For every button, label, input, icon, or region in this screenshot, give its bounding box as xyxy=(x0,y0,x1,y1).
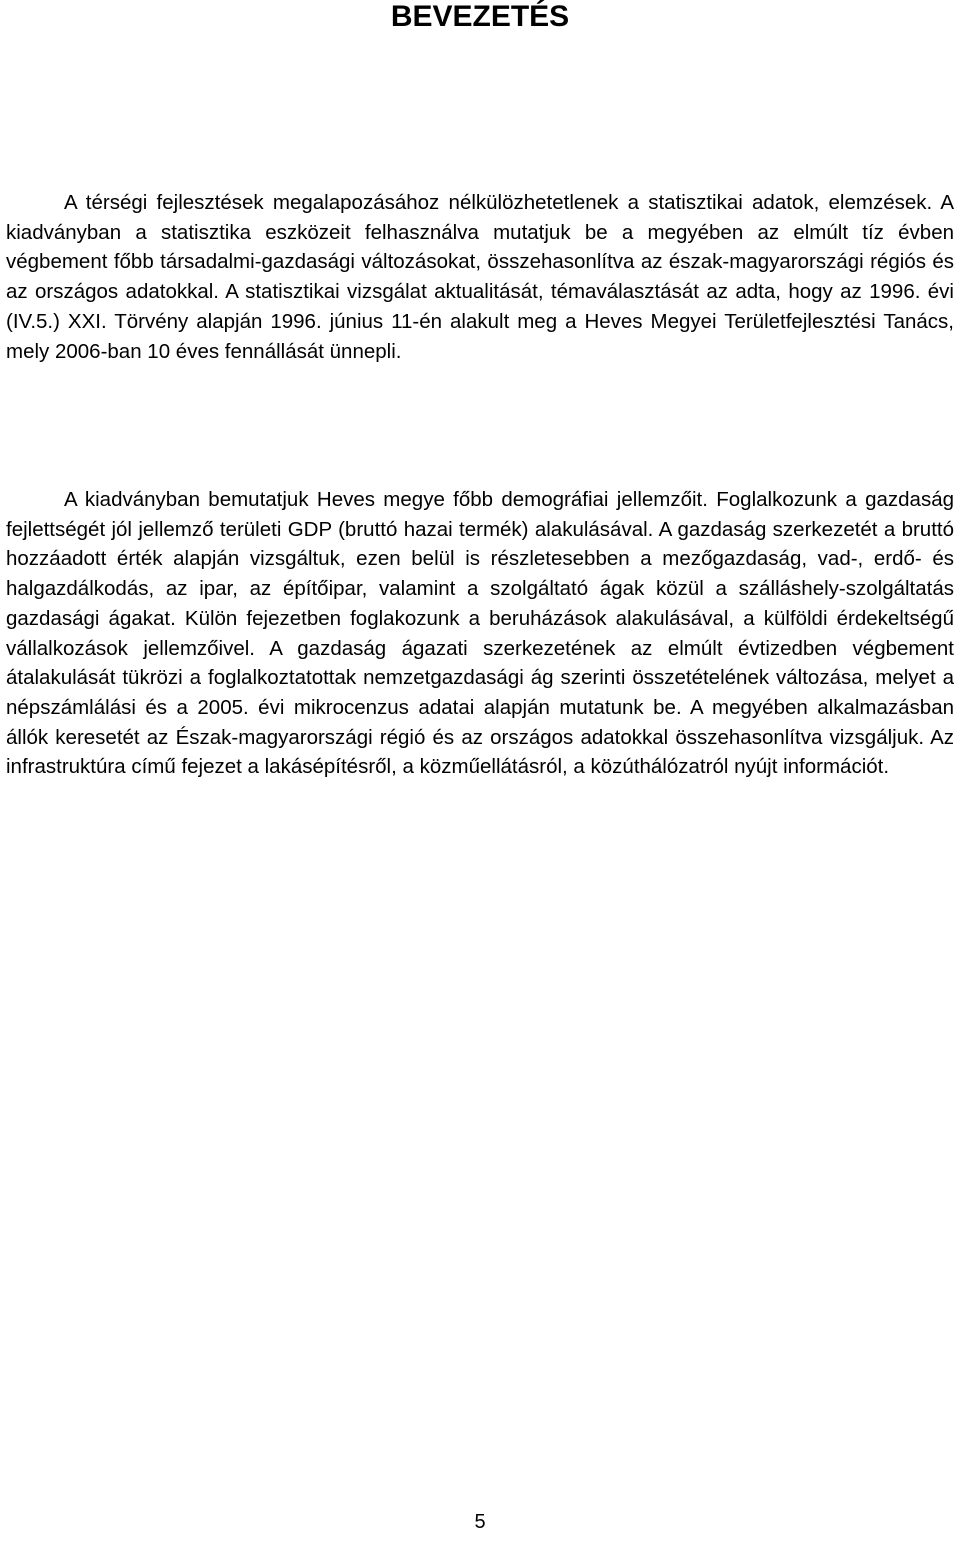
page-number: 5 xyxy=(474,1511,486,1533)
paragraph-contents: A kiadványban bemutatjuk Heves megye főbb demográfiai jellemzőit. Foglalkozunk a gazdaság fejlettségét jól jellemző területi GDP (bruttó hazai termék) alakulásával. A gazdaság szerkezetét a bruttó hozzáadott érték alapján vizsgáltuk, ezen belül is részletesebben a mezőgazdaság, vad-, erdő- és halgazdálkodás, az ipar, az építőipar, valamint a szolgáltató ágak közül a szálláshely-szolgáltatás gazdasági ágakat. Külön fejezetben foglakozunk a beruházások alakulásával, a külföldi érdekeltségű vállalkozások jellemzőivel. A gazdaság ágazati szerkezetének az elmúlt évtizedben végbement átalakulását tükrözi a foglalkoztatottak nemzetgazdasági ág szerinti összetételének változása, melyet a népszámlálási és a 2005. évi mikrocenzus adatai alapján mutatunk be. A megyében alkalmazásban állók keresetét az Észak-magyarországi régió és az országos adatokkal összehasonlítva vizsgáljuk. Az infrastruktúra című fejezet a lakásépítésről, a közműellátásról, a közúthálózatról nyújt információt. xyxy=(6,488,954,779)
paragraph-intro: A térségi fejlesztések megalapozásához nélkülözhetetlenek a statisztikai adatok, elemzések. A kiadványban a statisztika eszközeit felhasználva mutatjuk be a megyében az elmúlt tíz évben végbement főbb társadalmi-gazdasági változásokat, összehasonlítva az észak-magyarországi régiós és az országos adatokkal. A statisztikai vizsgálat aktualitását, témaválasztását az adta, hogy az 1996. évi (IV.5.) XXI. Törvény alapján 1996. június 11-én alakult meg a Heves Megyei Területfejlesztési Tanács, mely 2006-ban 10 éves fennállását ünnepli. xyxy=(6,191,954,363)
page-title: BEVEZETÉS xyxy=(390,0,570,33)
